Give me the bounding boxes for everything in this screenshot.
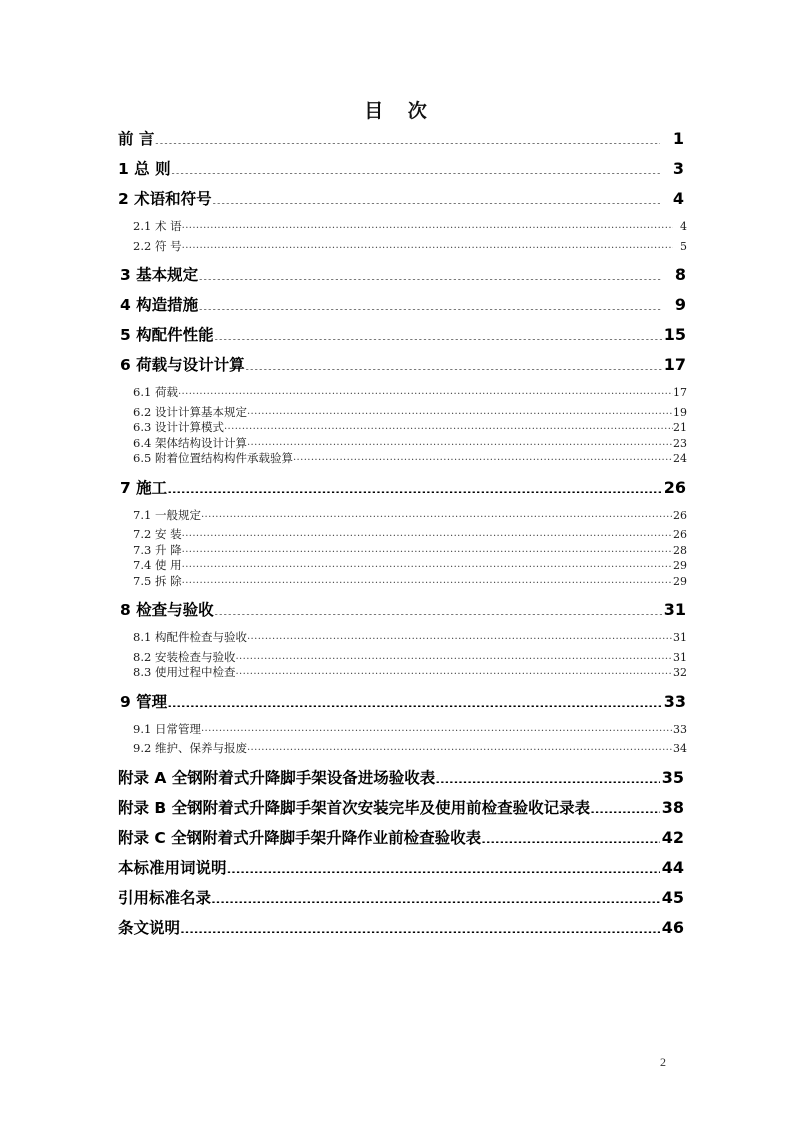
toc-entry-page-number: 44 bbox=[661, 857, 684, 877]
toc-entry[interactable] bbox=[133, 219, 687, 235]
toc-dot-leader bbox=[247, 437, 673, 449]
toc-entry[interactable] bbox=[133, 420, 687, 436]
toc-entry-page-number: 17 bbox=[673, 386, 687, 399]
toc-entry-page-number: 28 bbox=[673, 543, 687, 557]
toc-entry-label: 9 管理 bbox=[120, 692, 168, 711]
toc-entry[interactable] bbox=[118, 154, 684, 184]
toc-entry-label: 4 构造措施 bbox=[120, 296, 199, 314]
toc-entry-page-number: 29 bbox=[673, 574, 687, 588]
toc-entry[interactable] bbox=[133, 451, 687, 467]
toc-dot-leader bbox=[235, 651, 673, 663]
toc-dot-leader bbox=[182, 559, 673, 571]
toc-entry-label: 8.1 构配件检查与验收 bbox=[133, 630, 247, 644]
toc-entry[interactable] bbox=[120, 687, 686, 717]
toc-entry-page-number: 5 bbox=[680, 239, 687, 253]
toc-entry[interactable] bbox=[133, 239, 687, 255]
toc-dot-leader bbox=[214, 325, 662, 341]
toc-entry-label: 6.2 设计计算基本规定 bbox=[133, 404, 247, 419]
toc-entry-page-number: 45 bbox=[661, 887, 684, 907]
toc-dot-leader bbox=[247, 406, 673, 418]
toc-entry-label: 条文说明 bbox=[118, 918, 181, 937]
toc-entry-page-number: 26 bbox=[673, 528, 687, 541]
toc-entry[interactable] bbox=[133, 527, 687, 543]
toc-entry[interactable] bbox=[120, 320, 686, 350]
toc-entry[interactable] bbox=[133, 650, 687, 666]
toc-dot-leader bbox=[590, 797, 660, 813]
toc-entry-label: 7 施工 bbox=[120, 478, 168, 497]
toc-entry[interactable] bbox=[118, 184, 684, 214]
toc-dot-leader bbox=[227, 857, 660, 873]
toc-entry-page-number: 26 bbox=[673, 508, 687, 522]
toc-dot-leader bbox=[182, 528, 673, 540]
toc-dot-leader bbox=[214, 600, 662, 616]
toc-entry[interactable] bbox=[133, 722, 687, 738]
toc-dot-leader bbox=[182, 240, 673, 252]
toc-entry[interactable] bbox=[133, 630, 687, 646]
toc-entry[interactable] bbox=[120, 290, 686, 320]
toc-entry[interactable] bbox=[118, 913, 684, 943]
toc-entry-label: 2.1 术 语 bbox=[133, 219, 182, 233]
toc-entry-page-number: 21 bbox=[673, 421, 687, 434]
toc-entry-label: 附录 C 全钢附着式升降脚手架升降作业前检查验收表 bbox=[118, 828, 482, 847]
toc-entry[interactable] bbox=[120, 260, 686, 290]
toc-entry-label: 6 荷载与设计计算 bbox=[120, 356, 245, 374]
toc-entry-page-number: 4 bbox=[680, 220, 687, 233]
toc-entry-page-number: 8 bbox=[674, 265, 686, 284]
toc-entry[interactable] bbox=[118, 853, 684, 883]
toc-dot-leader bbox=[178, 386, 673, 398]
toc-entry[interactable] bbox=[118, 883, 684, 913]
toc-dot-leader bbox=[180, 917, 660, 933]
toc-entry[interactable] bbox=[118, 763, 684, 793]
toc-entry[interactable] bbox=[133, 436, 687, 452]
toc-dot-leader bbox=[247, 742, 673, 754]
toc-entry-label: 9.2 维护、保养与报废 bbox=[133, 741, 247, 755]
toc-dot-leader bbox=[182, 544, 673, 556]
toc-entry[interactable] bbox=[133, 574, 687, 590]
toc-entry-label: 附录 A 全钢附着式升降脚手架设备进场验收表 bbox=[118, 768, 436, 787]
toc-entry[interactable] bbox=[120, 350, 686, 380]
toc-entry[interactable] bbox=[118, 823, 684, 853]
toc-entry-page-number: 9 bbox=[674, 295, 686, 314]
table-of-contents bbox=[118, 124, 687, 943]
toc-entry-label: 附录 B 全钢附着式升降脚手架首次安装完毕及使用前检查验收记录表 bbox=[118, 798, 591, 817]
page-number: 2 bbox=[660, 1055, 666, 1069]
toc-entry[interactable] bbox=[120, 595, 686, 625]
toc-entry-page-number: 26 bbox=[663, 477, 686, 497]
toc-entry-label: 6.3 设计计算模式 bbox=[133, 420, 224, 434]
toc-dot-leader bbox=[293, 452, 673, 464]
toc-entry[interactable] bbox=[133, 508, 687, 524]
toc-entry-label: 前 言 bbox=[118, 130, 155, 148]
toc-entry-page-number: 38 bbox=[661, 797, 684, 817]
toc-dot-leader bbox=[167, 691, 662, 707]
toc-entry-label: 6.5 附着位置结构构件承载验算 bbox=[133, 451, 293, 465]
toc-entry[interactable] bbox=[118, 793, 684, 823]
toc-entry-page-number: 31 bbox=[673, 650, 687, 664]
toc-entry-page-number: 31 bbox=[663, 600, 686, 619]
page-title: 目 次 bbox=[364, 100, 436, 122]
toc-entry-page-number: 42 bbox=[661, 827, 684, 847]
toc-dot-leader bbox=[167, 477, 662, 493]
toc-entry-label: 8 检查与验收 bbox=[120, 601, 214, 619]
toc-entry-page-number: 46 bbox=[661, 917, 684, 937]
toc-dot-leader bbox=[198, 265, 662, 281]
toc-entry[interactable] bbox=[133, 543, 687, 559]
toc-entry[interactable] bbox=[133, 741, 687, 757]
toc-dot-leader bbox=[201, 723, 673, 735]
toc-entry-page-number: 29 bbox=[673, 559, 687, 572]
toc-entry[interactable] bbox=[133, 665, 687, 681]
toc-entry-page-number: 24 bbox=[673, 452, 687, 465]
toc-entry-page-number: 34 bbox=[673, 742, 687, 755]
toc-dot-leader bbox=[235, 666, 673, 678]
toc-entry-page-number: 23 bbox=[673, 436, 687, 450]
toc-entry-page-number: 32 bbox=[673, 666, 687, 679]
toc-dot-leader bbox=[435, 767, 659, 783]
toc-dot-leader bbox=[481, 827, 660, 843]
toc-entry-label: 本标准用词说明 bbox=[118, 858, 227, 877]
toc-entry-label: 7.3 升 降 bbox=[133, 542, 182, 557]
toc-dot-leader bbox=[198, 295, 662, 311]
toc-entry-page-number: 4 bbox=[672, 189, 684, 208]
toc-entry-page-number: 31 bbox=[673, 631, 687, 644]
toc-entry-page-number: 3 bbox=[672, 159, 684, 178]
toc-entry-label: 3 基本规定 bbox=[120, 266, 199, 284]
toc-entry-label: 8.2 安装检查与验收 bbox=[133, 649, 236, 664]
toc-entry[interactable] bbox=[133, 558, 687, 574]
toc-dot-leader bbox=[245, 355, 662, 371]
toc-entry[interactable] bbox=[133, 385, 687, 401]
toc-dot-leader bbox=[247, 631, 673, 643]
toc-entry-label: 7.4 使 用 bbox=[133, 558, 182, 572]
toc-entry-label: 7.2 安 装 bbox=[133, 527, 182, 541]
toc-dot-leader bbox=[182, 575, 673, 587]
toc-entry-label: 7.5 拆 除 bbox=[133, 573, 182, 588]
toc-entry-label: 2.2 符 号 bbox=[133, 238, 182, 253]
toc-entry-label: 6.4 架体结构设计计算 bbox=[133, 435, 247, 450]
toc-entry-label: 5 构配件性能 bbox=[120, 326, 214, 344]
toc-entry-page-number: 1 bbox=[672, 129, 684, 148]
toc-entry-page-number: 33 bbox=[673, 722, 687, 736]
toc-entry-label: 8.3 使用过程中检查 bbox=[133, 665, 236, 679]
toc-entry[interactable] bbox=[120, 473, 686, 503]
toc-dot-leader bbox=[171, 159, 660, 175]
toc-entry-page-number: 15 bbox=[663, 325, 686, 344]
toc-dot-leader bbox=[201, 509, 673, 521]
toc-entry-page-number: 19 bbox=[673, 405, 687, 419]
toc-dot-leader bbox=[182, 220, 673, 232]
toc-dot-leader bbox=[224, 421, 673, 433]
toc-dot-leader bbox=[211, 887, 660, 903]
toc-entry-label: 7.1 一般规定 bbox=[133, 507, 201, 522]
toc-entry-label: 引用标准名录 bbox=[118, 888, 212, 907]
toc-entry[interactable] bbox=[133, 405, 687, 421]
toc-entry-label: 2 术语和符号 bbox=[118, 190, 212, 208]
toc-entry-page-number: 33 bbox=[663, 691, 686, 711]
toc-entry-label: 6.1 荷载 bbox=[133, 385, 178, 399]
toc-dot-leader bbox=[212, 189, 660, 205]
toc-entry-page-number: 35 bbox=[661, 767, 684, 787]
toc-dot-leader bbox=[154, 129, 660, 145]
toc-entry[interactable] bbox=[118, 124, 684, 154]
toc-entry-label: 1 总 则 bbox=[118, 160, 171, 178]
toc-entry-page-number: 17 bbox=[663, 355, 686, 374]
toc-entry-label: 9.1 日常管理 bbox=[133, 721, 201, 736]
